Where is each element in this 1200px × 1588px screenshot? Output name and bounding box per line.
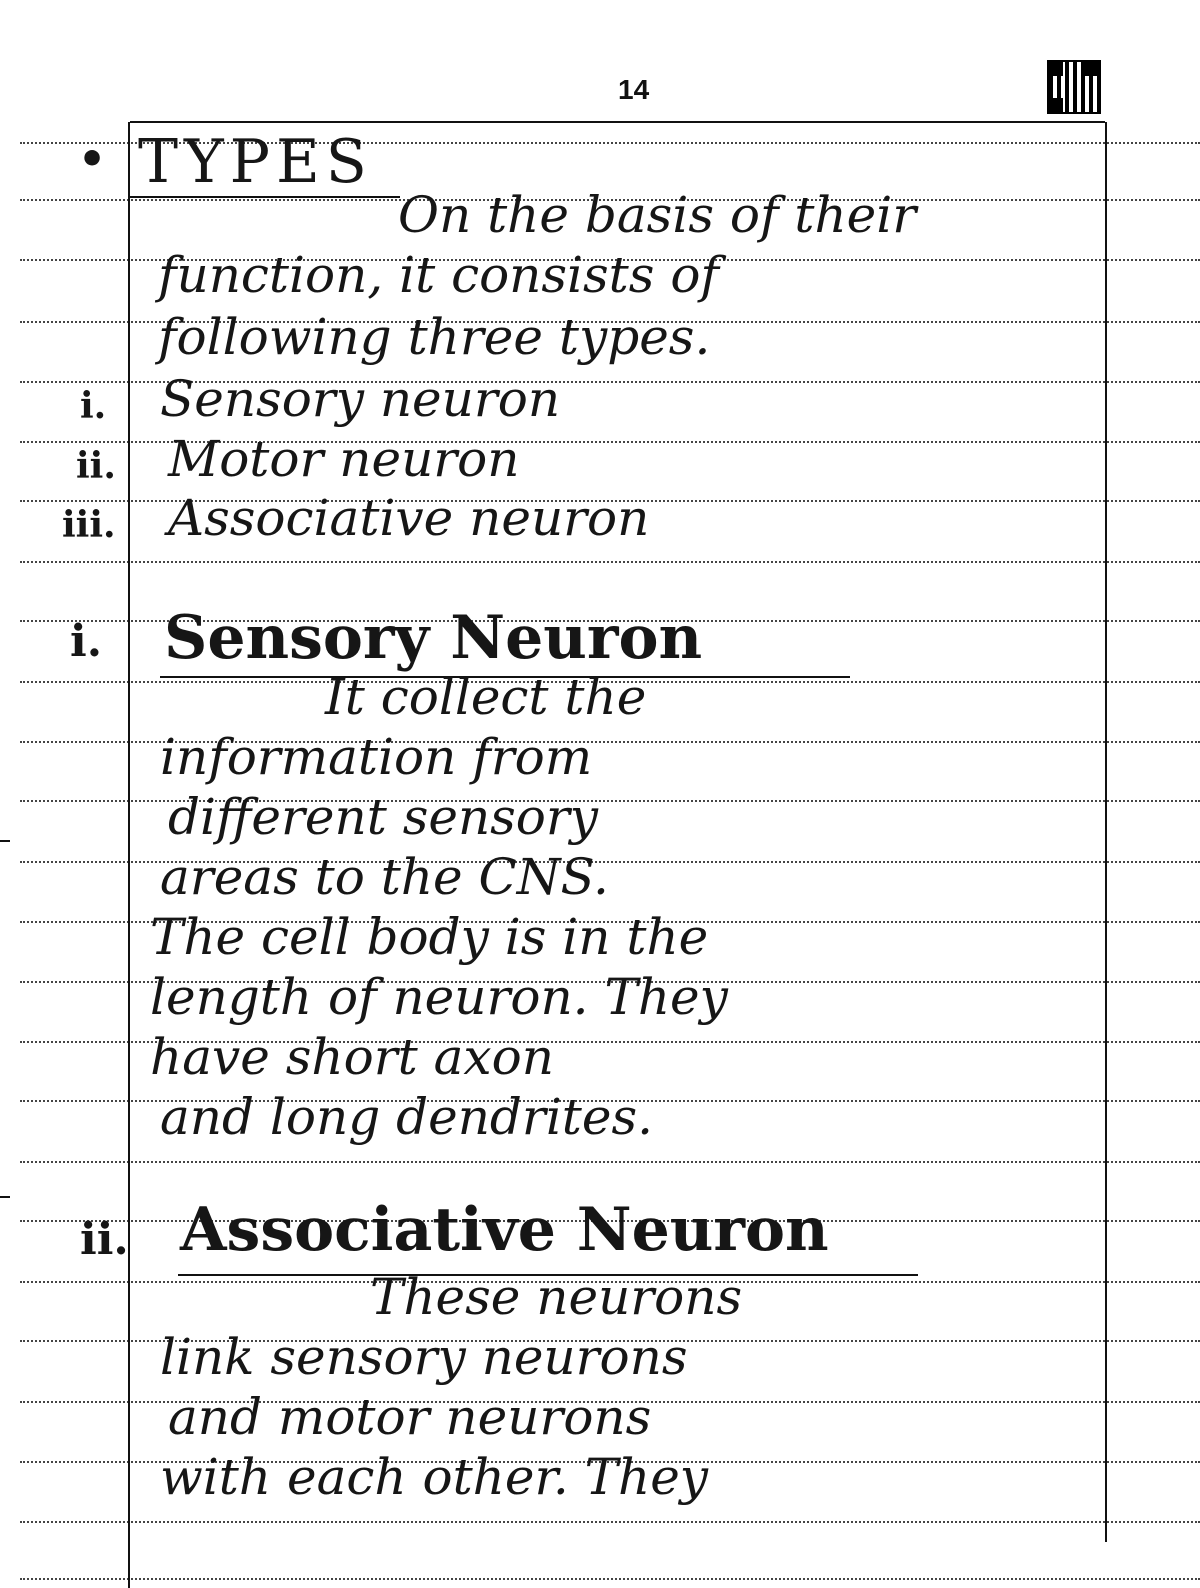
sensory-heading: Sensory Neuron	[164, 603, 703, 673]
list-marker: ii.	[76, 445, 116, 487]
left-margin-line	[128, 122, 130, 1588]
associative-line: link sensory neurons	[160, 1328, 688, 1386]
edge-mark	[0, 1196, 10, 1198]
right-margin-line	[1105, 122, 1107, 1542]
list-marker: i.	[80, 385, 107, 427]
list-marker: iii.	[62, 504, 116, 546]
list-item: Associative neuron	[168, 489, 650, 547]
edge-mark	[0, 840, 10, 842]
list-item: Motor neuron	[168, 430, 520, 488]
list-item: Sensory neuron	[160, 370, 561, 428]
sensory-line: different sensory	[168, 788, 599, 846]
intro-line: On the basis of their	[398, 186, 917, 244]
sensory-line: It collect the	[325, 668, 647, 726]
sensory-line: information from	[160, 728, 593, 786]
sensory-line: areas to the CNS.	[160, 848, 609, 906]
associative-line: and motor neurons	[168, 1388, 652, 1446]
types-heading: TYPES	[138, 127, 373, 197]
section-marker: ii.	[80, 1214, 129, 1265]
sensory-line: length of neuron. They	[150, 968, 728, 1026]
associative-line: with each other. They	[160, 1448, 709, 1506]
sensory-line: have short axon	[150, 1028, 554, 1086]
associative-heading: Associative Neuron	[180, 1195, 829, 1265]
intro-line: following three types.	[158, 308, 711, 366]
associative-line: These neurons	[370, 1268, 743, 1326]
bullet-marker: •	[78, 134, 107, 185]
intro-line: function, it consists of	[158, 246, 719, 304]
sensory-line: and long dendrites.	[160, 1088, 654, 1146]
page-number: 14	[618, 74, 650, 105]
types-heading-underline	[130, 196, 400, 198]
qr-code-icon	[1049, 62, 1099, 112]
sensory-line: The cell body is in the	[150, 908, 709, 966]
header-rule	[130, 121, 1105, 123]
section-marker: i.	[70, 616, 103, 667]
